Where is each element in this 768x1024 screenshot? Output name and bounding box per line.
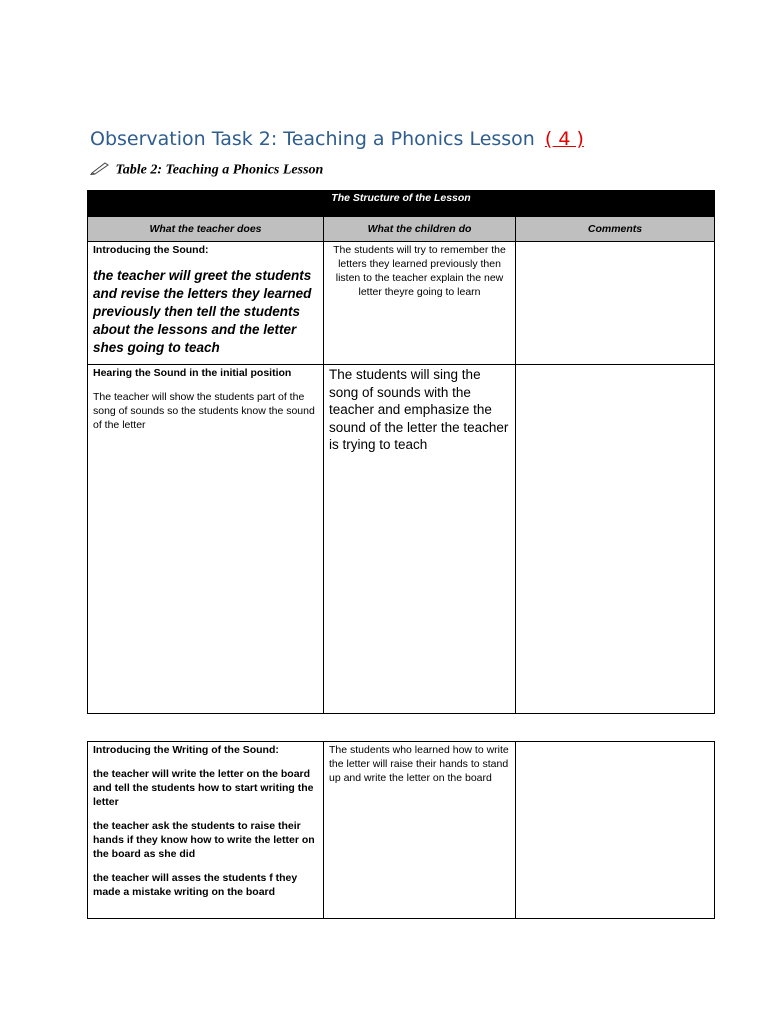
comments-cell [516,742,715,919]
children-text: The students who learned how to write the letter will raise their hands to stand up and write the letter on the board [329,744,509,784]
table-title-row [88,191,715,217]
pencil-icon [90,161,110,180]
score-label: ( 4 ) [544,128,584,150]
table-caption [90,161,323,180]
teacher-text: the teacher ask the students to raise their hands if they know how to write the letter on the board as she did [93,820,315,860]
teacher-text: The teacher will show the students part of the song of sounds so the students know the sound of the letter [93,391,315,431]
comments-cell [516,365,715,714]
children-text: The students will sing the song of sounds with the teacher and emphasize the sound of the letter the teacher is trying to teach [329,367,509,452]
writing-sound-table [87,741,715,919]
teacher-text: the teacher will write the letter on the board and tell the students how to start writing the letter [93,768,314,808]
page-heading [90,128,584,150]
column-header-children: What the children do [324,217,516,242]
table-row [88,242,715,365]
teacher-text: the teacher will greet the students and revise the letters they learned previously then tell the students about the lessons and the letter shes going to teach [93,268,312,355]
children-cell [324,365,516,714]
teacher-text: the teacher will asses the students f they made a mistake writing on the board [93,872,298,898]
row-heading: Introducing the Sound: [93,244,209,256]
table-title: The Structure of the Lesson [88,191,715,217]
children-cell [324,242,516,365]
heading-text: Observation Task 2: Teaching a Phonics Lesson [90,128,535,150]
column-header-comments: Comments [516,217,715,242]
teacher-cell [88,242,324,365]
children-cell [324,742,516,919]
comments-cell [516,242,715,365]
lesson-structure-table [87,190,715,714]
teacher-cell [88,365,324,714]
row-heading: Hearing the Sound in the initial position [93,367,292,379]
table-row [88,365,715,714]
column-header-row [88,217,715,242]
table-row [88,742,715,919]
teacher-cell [88,742,324,919]
column-header-teacher: What the teacher does [88,217,324,242]
table-caption-text: Table 2: Teaching a Phonics Lesson [115,162,324,178]
children-text: The students will try to remember the letters they learned previously then listen to the teacher explain the new letter theyre going to learn [333,244,506,298]
row-heading: Introducing the Writing of the Sound: [93,744,279,756]
